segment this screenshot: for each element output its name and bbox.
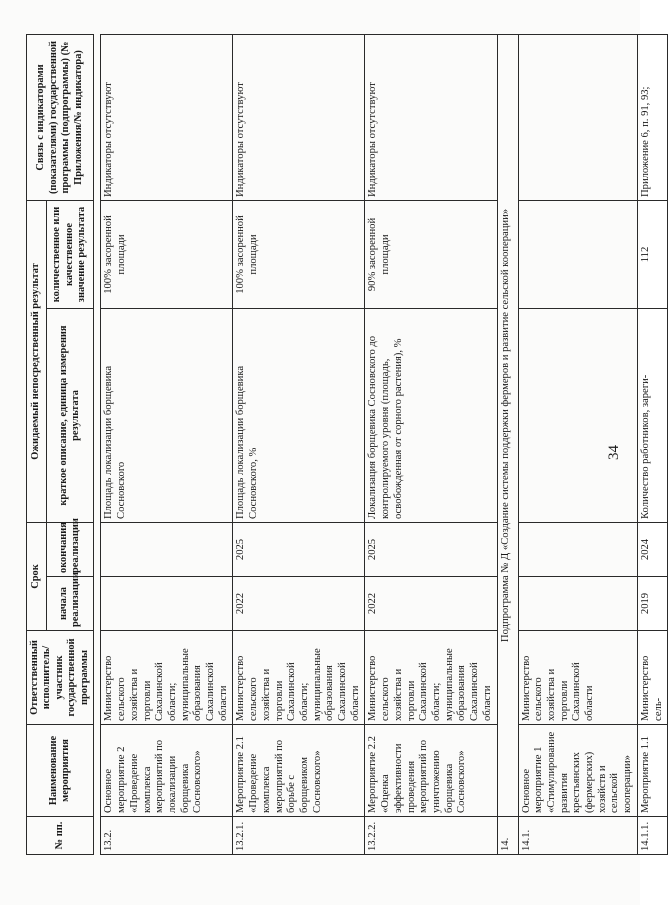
table-row: [637, 35, 667, 855]
subprogram-title: Подпрограмма № Д «Создание системы поддержки фермеров и развитие сельской кооперации»: [497, 35, 518, 817]
row-link: Приложение 6, п. 91, 93;: [637, 35, 667, 201]
subprogram-row: [497, 35, 518, 855]
row-result-desc: [518, 309, 637, 523]
row-responsible: Министерство сельского хозяйства и торговли Сахалинской области; муниципальные образования Сахалинской области: [365, 631, 497, 725]
subprogram-num: 14.: [497, 817, 518, 855]
row-responsible: Министерство сель-: [637, 631, 667, 725]
row-result-desc: Количество работников, зареги-: [637, 309, 667, 523]
measures-table: [26, 34, 668, 855]
row-start: 2019: [637, 577, 667, 631]
row-result-desc: Площадь локализации борщевика Сосновского, %: [233, 309, 365, 523]
row-end: [518, 523, 637, 577]
col-period-header: Срок: [27, 523, 47, 631]
row-name: Мероприятие 2.2 «Оценка эффективности проведения мероприятий по уничтожению борщевика Сосновского»: [365, 725, 497, 817]
row-end: 2024: [637, 523, 667, 577]
row-start: 2022: [365, 577, 497, 631]
row-result-value: 100% засоренной площади: [233, 201, 365, 309]
row-link: Индикаторы отсутствуют: [101, 35, 233, 201]
row-end: 2025: [233, 523, 365, 577]
row-responsible: Министерство сельского хозяйства и торговли Сахалинской области; муниципальные образования Сахалинской области: [233, 631, 365, 725]
row-result-desc: Локализация борщевика Сосновского до контролируемого уровня (площадь, освобожденная от сорного растения), %: [365, 309, 497, 523]
row-result-value: 112: [637, 201, 667, 309]
table-row: [233, 35, 365, 855]
row-num: 13.2.1.: [233, 817, 365, 855]
row-name: Основное мероприятие 2 «Проведение комплекса мероприятий по локализации борщевика Сосновского»: [101, 725, 233, 817]
col-num-header: № пп.: [27, 817, 94, 855]
header-gap: [94, 35, 101, 855]
table-row: [518, 35, 637, 855]
row-responsible: Министерство сельского хозяйства и торговли Сахалинской области; муниципальные образования Сахалинской области: [101, 631, 233, 725]
row-name: Мероприятие 2.1 «Проведение комплекса мероприятий по борьбе с борщевиком Сосновского»: [233, 725, 365, 817]
table-row: [101, 35, 233, 855]
col-responsible-header: Ответственный исполнитель/участник государственной программы: [27, 631, 94, 725]
col-result-value-header: количественное или качественное значение результата: [46, 201, 94, 309]
row-name: Основное мероприятие 1 «Стимулирование развития крестьянских (фермерских) хозяйств и сельской кооперации»: [518, 725, 637, 817]
page-number: 34: [606, 445, 622, 460]
row-num: 14.1.: [518, 817, 637, 855]
table-row: [365, 35, 497, 855]
row-result-value: [518, 201, 637, 309]
row-link: [518, 35, 637, 201]
row-num: 13.2.: [101, 817, 233, 855]
row-result-desc: Площадь локализации борщевика Сосновского: [101, 309, 233, 523]
row-result-value: 90% засоренной площади: [365, 201, 497, 309]
row-end: [101, 523, 233, 577]
col-end-header: окончания реализации: [46, 523, 94, 577]
row-responsible: Министерство сельского хозяйства и торговли Сахалинской области: [518, 631, 637, 725]
row-name: Мероприятие 1.1: [637, 725, 667, 817]
row-num: 13.2.2.: [365, 817, 497, 855]
header-row-1: [27, 35, 47, 855]
col-link-header: Связь с индикаторами (показателями) государственной программы (подпрограммы) (№ Приложения/№ индикатора): [27, 35, 94, 201]
row-link: Индикаторы отсутствуют: [365, 35, 497, 201]
col-name-header: Наименование мероприятия: [27, 725, 94, 817]
row-result-value: 100% засоренной площади: [101, 201, 233, 309]
row-start: 2022: [233, 577, 365, 631]
row-link: Индикаторы отсутствуют: [233, 35, 365, 201]
col-start-header: начала реализации: [46, 577, 94, 631]
row-start: [101, 577, 233, 631]
col-result-desc-header: краткое описание, единица измерения результата: [46, 309, 94, 523]
row-end: 2025: [365, 523, 497, 577]
col-result-header: Ожидаемый непосредственный результат: [27, 201, 47, 523]
row-start: [518, 577, 637, 631]
row-num: 14.1.1.: [637, 817, 667, 855]
